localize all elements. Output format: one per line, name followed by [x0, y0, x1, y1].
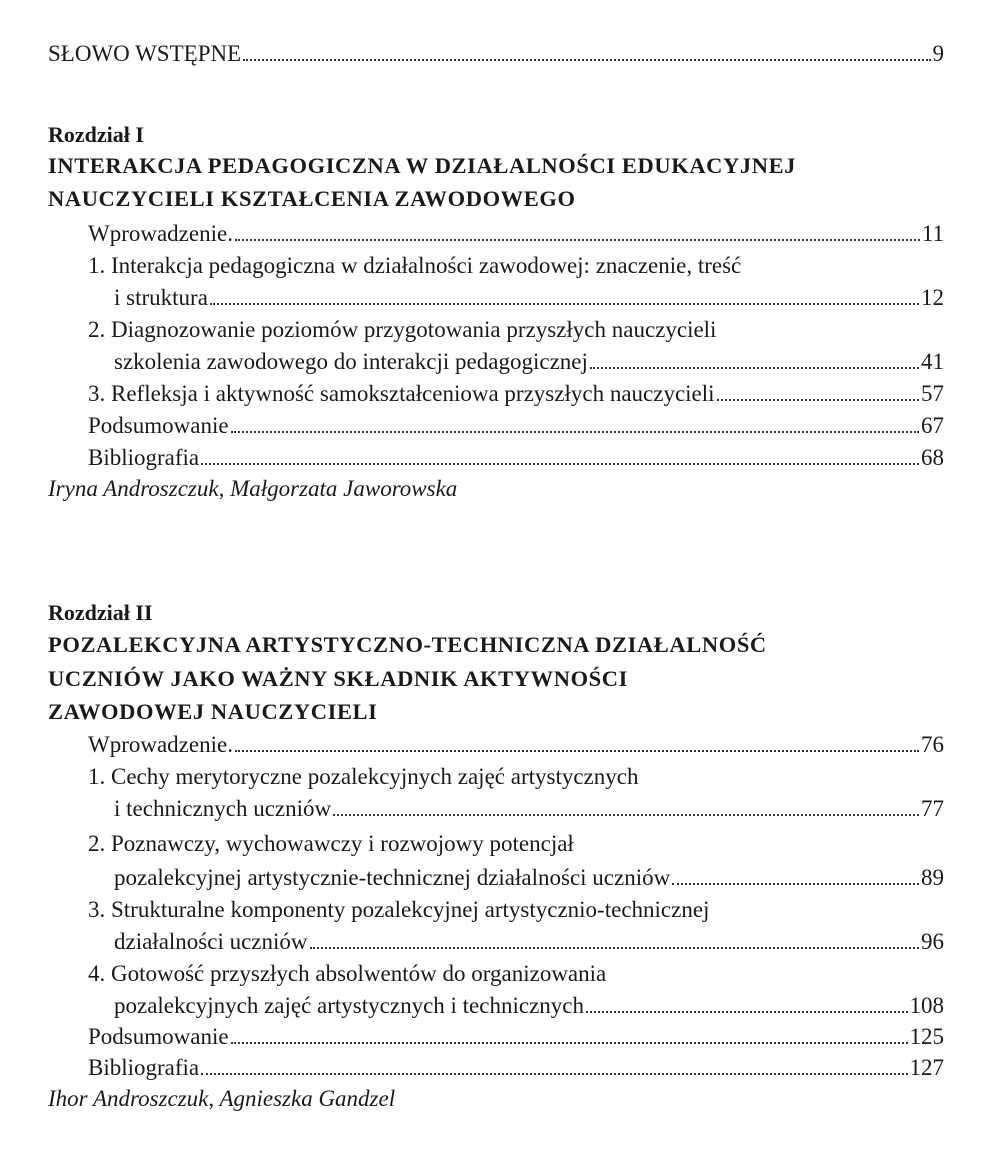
leader-dots	[201, 463, 919, 465]
toc-entry	[88, 729, 944, 761]
toc-entry-text: szkolenia zawodowego do interakcji pedagogicznej	[114, 349, 588, 374]
leader-dots	[231, 1042, 908, 1044]
toc-page-number: 125	[909, 1024, 944, 1049]
chapter-1-authors: Iryna Androszczuk, Małgorzata Jaworowska	[48, 476, 458, 501]
toc-page-number: 9	[932, 41, 944, 66]
toc-entry-preface	[48, 38, 944, 70]
toc-entry-text: 2. Poznawczy, wychowawczy i rozwojowy potencjał	[88, 831, 574, 856]
toc-entry-text: Podsumowanie	[88, 413, 229, 438]
toc-entry	[88, 378, 944, 410]
chapter-2-authors: Ihor Androszczuk, Agnieszka Gandzel	[48, 1086, 396, 1111]
toc-entry	[88, 1052, 944, 1084]
toc-entry-text: działalności uczniów	[114, 929, 308, 954]
leader-dots	[586, 1011, 908, 1013]
toc-entry-text: pozalekcyjnych zajęć artystycznych i technicznych	[114, 993, 584, 1018]
chapter-2-label: Rozdział II	[48, 600, 153, 625]
toc-entry	[114, 282, 944, 314]
toc-entry	[88, 218, 944, 250]
toc-entry-text: Bibliografia	[88, 1055, 200, 1080]
toc-entry-text: 2. Diagnozowanie poziomów przygotowania przyszłych nauczycieli	[88, 317, 717, 342]
chapter-2-title-line-2: UCZNIÓW JAKO WAŻNY SKŁADNIK AKTYWNOŚCI	[48, 666, 628, 691]
toc-entry	[114, 926, 944, 958]
toc-entry	[114, 793, 944, 825]
leader-dots	[243, 59, 930, 61]
toc-entry	[114, 990, 944, 1022]
toc-page-number: 12	[921, 285, 944, 310]
leader-dots	[210, 303, 919, 305]
leader-dots	[672, 883, 919, 885]
toc-entry-text: 1. Cechy merytoryczne pozalekcyjnych zajęć artystycznych	[88, 764, 639, 789]
leader-dots	[235, 750, 919, 752]
leader-dots	[231, 431, 919, 433]
toc-page-number: 67	[921, 413, 944, 438]
leader-dots	[717, 399, 919, 401]
toc-entry	[114, 346, 944, 378]
toc-entry-text: Wprowadzenie.	[88, 732, 233, 757]
toc-page-number: 76	[921, 732, 944, 757]
toc-entry	[88, 442, 944, 474]
chapter-2-title-line-1: POZALEKCYJNA ARTYSTYCZNO-TECHNICZNA DZIAŁALNOŚĆ	[48, 632, 767, 657]
chapter-1-label: Rozdział I	[48, 122, 144, 147]
toc-entry-text: Bibliografia	[88, 445, 200, 470]
chapter-1-title-line-1: INTERAKCJA PEDAGOGICZNA W DZIAŁALNOŚCI EDUKACYJNEJ	[48, 153, 797, 178]
toc-entry-line	[88, 894, 944, 926]
leader-dots	[310, 947, 919, 949]
toc-page-number: 57	[921, 381, 944, 406]
toc-entry-text: 1. Interakcja pedagogiczna w działalności zawodowej: znaczenie, treść	[88, 253, 742, 278]
toc-page-number: 11	[921, 221, 944, 246]
toc-entry-text: SŁOWO WSTĘPNE	[48, 41, 242, 66]
leader-dots	[201, 1073, 907, 1075]
toc-entry-text: pozalekcyjnej artystycznie-technicznej działalności uczniów	[114, 865, 671, 890]
toc-page-number: 127	[909, 1055, 944, 1080]
toc-entry-text: i struktura	[114, 285, 208, 310]
toc-entry-text: Podsumowanie	[88, 1024, 229, 1049]
chapter-2-title-line-3: ZAWODOWEJ NAUCZYCIELI	[48, 699, 378, 724]
toc-entry-line	[88, 828, 944, 860]
toc-page-number: 41	[921, 349, 944, 374]
toc-entry-line	[88, 761, 944, 793]
toc-entry-line	[88, 250, 944, 282]
toc-entry-line	[88, 314, 944, 346]
toc-page-number: 89	[921, 865, 944, 890]
toc-entry-line	[88, 958, 944, 990]
toc-entry-text: i technicznych uczniów	[114, 796, 332, 821]
toc-page-number: 96	[921, 929, 944, 954]
chapter-1-title-line-2: NAUCZYCIELI KSZTAŁCENIA ZAWODOWEGO	[48, 186, 576, 211]
leader-dots	[235, 239, 920, 241]
toc-entry	[88, 410, 944, 442]
toc-page-number: 77	[921, 796, 944, 821]
toc-page-number: 108	[909, 993, 944, 1018]
toc-entry-text: Wprowadzenie.	[88, 221, 233, 246]
toc-page-number: 68	[921, 445, 944, 470]
leader-dots	[590, 367, 919, 369]
leader-dots	[333, 814, 919, 816]
toc-entry-text: 3. Refleksja i aktywność samokształceniowa przyszłych nauczycieli	[88, 381, 715, 406]
toc-entry-text: 3. Strukturalne komponenty pozalekcyjnej artystycznio-technicznej	[88, 897, 710, 922]
toc-entry	[114, 862, 944, 894]
toc-entry-text: 4. Gotowość przyszłych absolwentów do organizowania	[88, 961, 607, 986]
toc-entry	[88, 1021, 944, 1053]
